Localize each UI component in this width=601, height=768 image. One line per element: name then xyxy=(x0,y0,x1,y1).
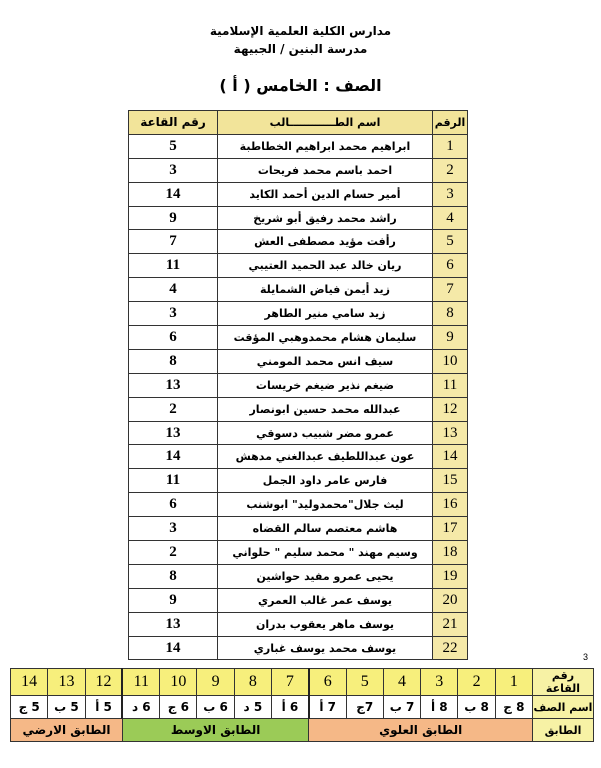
class-cell: 5 ج xyxy=(11,696,48,719)
table-row xyxy=(129,588,468,612)
table-row xyxy=(129,397,468,421)
room-number: 4 xyxy=(129,278,218,302)
room-cell: 12 xyxy=(85,669,122,696)
row-number: 3 xyxy=(433,182,468,206)
room-cell: 2 xyxy=(458,669,495,696)
student-name: احمد باسم محمد فريحات xyxy=(218,158,433,182)
room-number: 3 xyxy=(129,517,218,541)
table-row xyxy=(129,493,468,517)
room-cell: 1 xyxy=(495,669,532,696)
table-row xyxy=(129,349,468,373)
room-number: 13 xyxy=(129,612,218,636)
school-name: مدرسة البنين / الجبيهة xyxy=(233,42,368,56)
class-cell: 7ج xyxy=(346,696,383,719)
floors-rooms-row xyxy=(11,669,594,696)
table-row xyxy=(129,302,468,326)
room-cell: 4 xyxy=(383,669,420,696)
student-name: زيد سامي منير الطاهر xyxy=(218,302,433,326)
room-number: 14 xyxy=(129,182,218,206)
row-number: 2 xyxy=(433,158,468,182)
class-cell: 5 أ xyxy=(85,696,122,719)
class-name-label: اسم الصف xyxy=(533,696,594,719)
table-row xyxy=(129,421,468,445)
ground-floor: الطابق الارضي xyxy=(11,719,123,742)
class-cell: 8 ج xyxy=(495,696,532,719)
room-number: 13 xyxy=(129,373,218,397)
student-name: فارس عامر داود الجمل xyxy=(218,469,433,493)
row-number: 9 xyxy=(433,326,468,350)
row-number: 6 xyxy=(433,254,468,278)
class-cell: 7 ب xyxy=(383,696,420,719)
table-row xyxy=(129,469,468,493)
upper-floor: الطابق العلوي xyxy=(309,719,533,742)
table-row xyxy=(129,230,468,254)
header-number: الرقم xyxy=(433,111,468,135)
room-cell: 14 xyxy=(11,669,48,696)
room-number-label: رقم القاعة xyxy=(533,669,594,696)
class-cell: 8 ب xyxy=(458,696,495,719)
students-table xyxy=(128,110,468,660)
row-number: 20 xyxy=(433,588,468,612)
student-name: يوسف محمد يوسف غباري xyxy=(218,636,433,660)
student-name: هاشم معتصم سالم القضاه xyxy=(218,517,433,541)
class-cell: 6 أ xyxy=(272,696,309,719)
middle-floor: الطابق الاوسط xyxy=(122,719,308,742)
table-row xyxy=(129,182,468,206)
room-cell: 10 xyxy=(160,669,197,696)
room-number: 13 xyxy=(129,421,218,445)
table-row xyxy=(129,158,468,182)
row-number: 4 xyxy=(433,206,468,230)
row-number: 18 xyxy=(433,541,468,565)
table-row xyxy=(129,326,468,350)
room-number: 14 xyxy=(129,445,218,469)
table-row xyxy=(129,612,468,636)
row-number: 21 xyxy=(433,612,468,636)
student-name: زيد أيمن فياض الشمايلة xyxy=(218,278,433,302)
student-name: عمرو مضر شبيب دسوقي xyxy=(218,421,433,445)
room-cell: 5 xyxy=(346,669,383,696)
row-number: 16 xyxy=(433,493,468,517)
student-name: يوسف ماهر يعقوب بدران xyxy=(218,612,433,636)
student-name: رأفت مؤيد مصطفى العش xyxy=(218,230,433,254)
student-name: ضيغم نذير ضيغم خريسات xyxy=(218,373,433,397)
floors-classes-row xyxy=(11,696,594,719)
document-header xyxy=(0,22,601,58)
room-number: 6 xyxy=(129,326,218,350)
room-cell: 9 xyxy=(197,669,234,696)
room-cell: 13 xyxy=(48,669,85,696)
student-name: سليمان هشام محمدوهبي المؤقت xyxy=(218,326,433,350)
floors-floor-row xyxy=(11,719,594,742)
room-cell: 6 xyxy=(309,669,346,696)
room-cell: 3 xyxy=(421,669,458,696)
class-cell: 6 د xyxy=(122,696,159,719)
student-name: أمير حسام الدين أحمد الكايد xyxy=(218,182,433,206)
room-number: 14 xyxy=(129,636,218,660)
class-cell: 6 ج xyxy=(160,696,197,719)
page-number: 3 xyxy=(583,652,589,662)
class-cell: 5 ب xyxy=(48,696,85,719)
row-number: 7 xyxy=(433,278,468,302)
class-cell: 7 أ xyxy=(309,696,346,719)
table-row xyxy=(129,517,468,541)
row-number: 11 xyxy=(433,373,468,397)
class-title: الصف : الخامس ( أ ) xyxy=(219,76,382,95)
class-cell: 6 ب xyxy=(197,696,234,719)
room-number: 3 xyxy=(129,158,218,182)
table-row xyxy=(129,206,468,230)
header-name: اسم الطــــــــــــالب xyxy=(218,111,433,135)
room-number: 8 xyxy=(129,564,218,588)
student-name: عون عبداللطيف عبدالغني مدهش xyxy=(218,445,433,469)
table-row xyxy=(129,373,468,397)
room-number: 8 xyxy=(129,349,218,373)
table-row xyxy=(129,636,468,660)
student-name: راشد محمد رفيق أبو شريخ xyxy=(218,206,433,230)
class-cell: 5 د xyxy=(234,696,271,719)
room-cell: 8 xyxy=(234,669,271,696)
student-name: وسيم مهند " محمد سليم " حلواني xyxy=(218,541,433,565)
floor-label: الطابق xyxy=(533,719,594,742)
row-number: 17 xyxy=(433,517,468,541)
row-number: 10 xyxy=(433,349,468,373)
student-name: سيف انس محمد المومني xyxy=(218,349,433,373)
room-number: 2 xyxy=(129,541,218,565)
room-number: 3 xyxy=(129,302,218,326)
row-number: 13 xyxy=(433,421,468,445)
row-number: 15 xyxy=(433,469,468,493)
row-number: 12 xyxy=(433,397,468,421)
row-number: 22 xyxy=(433,636,468,660)
student-name: ريان خالد عبد الحميد العتيبي xyxy=(218,254,433,278)
row-number: 8 xyxy=(433,302,468,326)
room-cell: 7 xyxy=(272,669,309,696)
room-number: 9 xyxy=(129,588,218,612)
row-number: 14 xyxy=(433,445,468,469)
students-table-body xyxy=(129,134,468,660)
school-network-title: مدارس الكلية العلمية الإسلامية xyxy=(209,24,392,38)
row-number: 5 xyxy=(433,230,468,254)
floors-table xyxy=(10,668,594,742)
room-number: 11 xyxy=(129,469,218,493)
header-room: رقم القاعة xyxy=(129,111,218,135)
row-number: 1 xyxy=(433,134,468,158)
room-number: 11 xyxy=(129,254,218,278)
table-row xyxy=(129,134,468,158)
row-number: 19 xyxy=(433,564,468,588)
room-number: 9 xyxy=(129,206,218,230)
room-number: 2 xyxy=(129,397,218,421)
room-number: 7 xyxy=(129,230,218,254)
student-name: ابراهيم محمد ابراهيم الخطاطبة xyxy=(218,134,433,158)
student-name: عبدالله محمد حسين ابونصار xyxy=(218,397,433,421)
student-name: يوسف عمر غالب العمري xyxy=(218,588,433,612)
table-row xyxy=(129,254,468,278)
room-number: 5 xyxy=(129,134,218,158)
table-row xyxy=(129,278,468,302)
table-row xyxy=(129,445,468,469)
room-cell: 11 xyxy=(122,669,159,696)
class-cell: 8 أ xyxy=(421,696,458,719)
student-name: يحيى عمرو مفيد حواشين xyxy=(218,564,433,588)
table-row xyxy=(129,564,468,588)
table-row xyxy=(129,541,468,565)
student-name: ليث جلال"محمدوليد" ابوشنب xyxy=(218,493,433,517)
students-table-header xyxy=(129,111,468,135)
room-number: 6 xyxy=(129,493,218,517)
